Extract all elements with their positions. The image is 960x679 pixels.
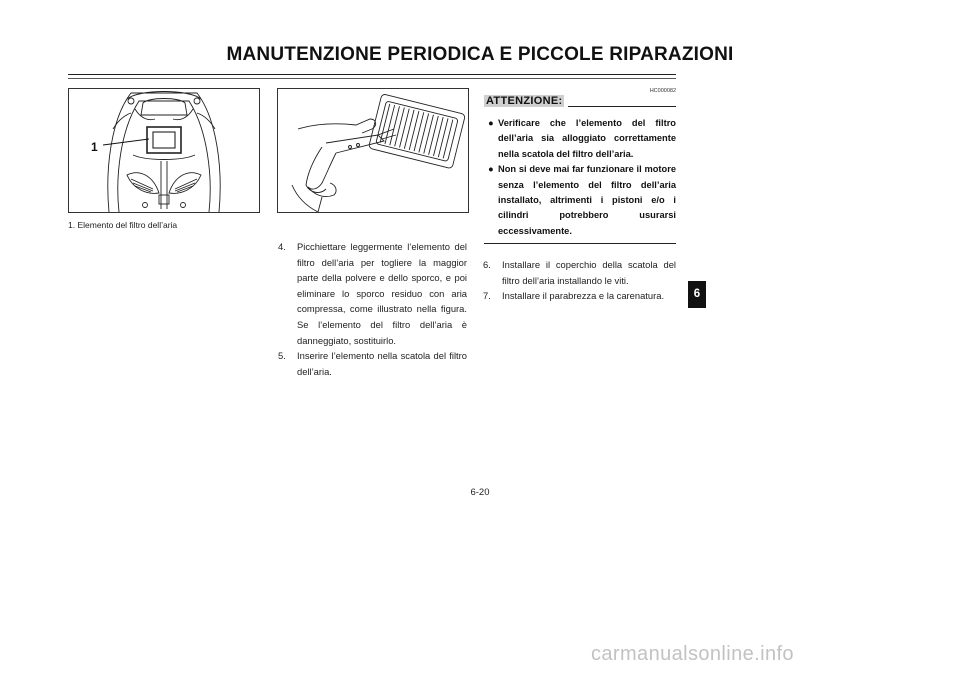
step-number: 6. (483, 259, 491, 270)
chapter-tab: 6 (688, 281, 706, 308)
compressed-air-illustration (278, 89, 468, 212)
caution-item (484, 116, 676, 162)
step-6 (483, 257, 676, 288)
page-number: 6-20 (470, 487, 490, 498)
caution-list (484, 116, 676, 239)
caution-label: ATTENZIONE: (486, 95, 563, 107)
page-title: MANUTENZIONE PERIODICA E PICCOLE RIPARAZIONI (226, 44, 734, 65)
step-number: 7. (483, 290, 491, 302)
step-text: Picchiettare leggermente l’elemento del filtro dell’aria per togliere la maggior parte della polvere e dello sporco, e poi eliminare lo sporco residuo con aria compressa, come illustrato nella figura. Se l’elemento del filtro dell’aria è danneggiato, sostituirlo. (297, 241, 467, 346)
step-number: 4. (278, 241, 286, 252)
step-text: Installare il coperchio della scatola del filtro dell’aria installando le viti. (502, 259, 676, 286)
caution-text: Non si deve mai far funzionare il motore senza l’elemento del filtro dell’aria installato, altrimenti i pistoni e/o i cilindri potrebbero usurarsi eccessivamente. (498, 164, 676, 236)
header-rule (68, 74, 676, 75)
caution-text: Verificare che l’elemento del filtro dell’aria sia alloggiato correttamente nella scatola del filtro dell’aria. (498, 118, 676, 159)
instruction-steps-right (483, 257, 676, 304)
step-5 (278, 348, 467, 379)
header-rule-thin (68, 78, 676, 79)
scooter-front-illustration (69, 89, 259, 212)
watermark: carmanualsonline.info (591, 643, 794, 665)
figure-callout-1: 1 (91, 140, 98, 154)
caution-item (484, 162, 676, 239)
figure-air-filter-location (68, 88, 260, 213)
caution-end-rule (484, 243, 676, 244)
reference-code: HC000082 (649, 88, 676, 94)
step-7 (483, 288, 676, 304)
bullet-icon: ● (488, 118, 494, 128)
step-number: 5. (278, 350, 286, 362)
bullet-icon: ● (488, 164, 494, 175)
figure-compressed-air-cleaning (277, 88, 469, 213)
figure-caption: 1. Elemento del filtro dell’aria (68, 220, 178, 230)
instruction-steps-left (278, 239, 467, 379)
step-text: Inserire l’elemento nella scatola del filtro dell’aria. (297, 350, 467, 377)
caution-rule (568, 106, 676, 107)
step-4 (278, 239, 467, 348)
step-text: Installare il parabrezza e la carenatura. (502, 290, 665, 302)
